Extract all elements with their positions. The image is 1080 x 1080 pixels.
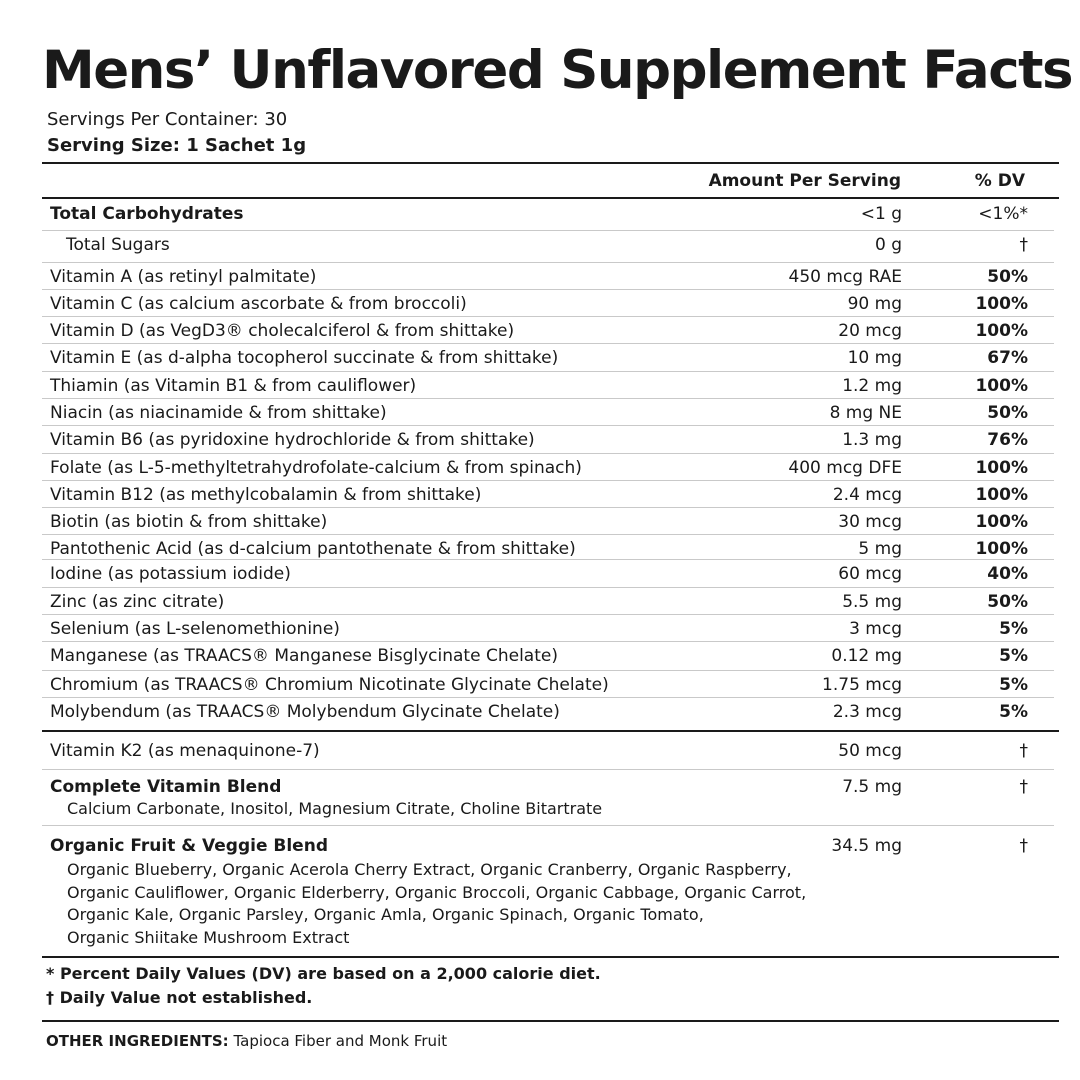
nutrient-name: Biotin (as biotin & from shittake) bbox=[50, 512, 328, 532]
blend-amount: 7.5 mg bbox=[842, 777, 902, 797]
header-top-rule bbox=[42, 162, 1059, 164]
nutrient-dv: 5% bbox=[999, 702, 1028, 722]
nutrient-dv: 40% bbox=[987, 564, 1028, 584]
nutrient-name: Vitamin B12 (as methylcobalamin & from shittake) bbox=[50, 485, 482, 505]
nutrient-amount: 60 mcg bbox=[838, 564, 902, 584]
row-divider bbox=[42, 262, 1054, 263]
section-rule bbox=[42, 730, 1059, 732]
footnote-top-rule bbox=[42, 956, 1059, 958]
amount-per-serving-header: Amount Per Serving bbox=[708, 171, 901, 191]
nutrient-amount: 8 mg NE bbox=[829, 403, 902, 423]
footnote-dagger: † Daily Value not established. bbox=[46, 988, 313, 1007]
nutrient-name: Iodine (as potassium iodide) bbox=[50, 564, 291, 584]
footnote-dv: * Percent Daily Values (DV) are based on a 2,000 calorie diet. bbox=[46, 964, 601, 983]
nutrient-dv: 100% bbox=[975, 458, 1028, 478]
blend-ingredients: Calcium Carbonate, Inositol, Magnesium Citrate, Choline Bitartrate bbox=[67, 799, 603, 818]
nutrient-amount: 2.4 mcg bbox=[832, 485, 902, 505]
row-divider bbox=[42, 425, 1054, 426]
row-divider bbox=[42, 769, 1054, 770]
ingredient-line: Organic Shiitake Mushroom Extract bbox=[67, 927, 350, 947]
row-divider bbox=[42, 480, 1054, 481]
nutrient-name: Vitamin K2 (as menaquinone-7) bbox=[50, 741, 320, 761]
nutrient-dv: † bbox=[1019, 235, 1028, 255]
nutrient-name: Vitamin C (as calcium ascorbate & from broccoli) bbox=[50, 294, 467, 314]
nutrient-name: Vitamin E (as d-alpha tocopherol succinate & from shittake) bbox=[50, 348, 559, 368]
row-divider bbox=[42, 230, 1054, 231]
nutrient-dv: 100% bbox=[975, 294, 1028, 314]
other-ingredients-rule bbox=[42, 1020, 1059, 1022]
nutrient-dv: 50% bbox=[987, 592, 1028, 612]
ingredient-line: Organic Kale, Organic Parsley, Organic Amla, Organic Spinach, Organic Tomato, bbox=[67, 905, 704, 924]
blend-name: Complete Vitamin Blend bbox=[50, 777, 282, 797]
nutrient-name: Niacin (as niacinamide & from shittake) bbox=[50, 403, 387, 423]
nutrient-amount: 5 mg bbox=[858, 539, 902, 559]
blend-amount: 34.5 mg bbox=[831, 836, 902, 856]
nutrient-amount: 1.2 mg bbox=[842, 376, 902, 396]
row-divider bbox=[42, 587, 1054, 588]
row-divider bbox=[42, 343, 1054, 344]
nutrient-amount: <1 g bbox=[860, 204, 902, 224]
nutrient-dv: 50% bbox=[987, 267, 1028, 287]
row-divider bbox=[42, 398, 1054, 399]
nutrient-name: Chromium (as TRAACS® Chromium Nicotinate Glycinate Chelate) bbox=[50, 675, 609, 695]
row-divider bbox=[42, 697, 1054, 698]
row-divider bbox=[42, 289, 1054, 290]
nutrient-name: Vitamin A (as retinyl palmitate) bbox=[50, 267, 317, 287]
nutrient-dv: 100% bbox=[975, 376, 1028, 396]
header-bottom-rule bbox=[42, 197, 1059, 199]
nutrient-amount: 20 mcg bbox=[838, 321, 902, 341]
blend-name: Organic Fruit & Veggie Blend bbox=[50, 836, 328, 856]
nutrient-amount: 2.3 mcg bbox=[832, 702, 902, 722]
nutrient-name: Selenium (as L-selenomethionine) bbox=[50, 619, 340, 639]
nutrient-amount: 450 mcg RAE bbox=[788, 267, 902, 287]
blend-dv: † bbox=[1019, 836, 1028, 856]
nutrient-dv: 76% bbox=[987, 430, 1028, 450]
nutrient-amount: 30 mcg bbox=[838, 512, 902, 532]
nutrient-name: Vitamin D (as VegD3® cholecalciferol & from shittake) bbox=[50, 321, 515, 341]
nutrient-name: Manganese (as TRAACS® Manganese Bisglycinate Chelate) bbox=[50, 646, 558, 666]
ingredient-line: Organic Cauliflower, Organic Elderberry, Organic Broccoli, Organic Cabbage, Organic Carrot, bbox=[67, 882, 807, 902]
nutrient-dv: 100% bbox=[975, 321, 1028, 341]
blend-ingredients bbox=[67, 859, 907, 949]
nutrient-dv: 5% bbox=[999, 646, 1028, 666]
blend-dv: † bbox=[1019, 777, 1028, 797]
row-divider bbox=[42, 534, 1054, 535]
page-title: Mens’ Unflavored Supplement Facts bbox=[42, 40, 1072, 101]
row-divider bbox=[42, 670, 1054, 671]
nutrient-amount: 0 g bbox=[874, 235, 902, 255]
other-ingredients-label: OTHER INGREDIENTS: bbox=[46, 1032, 229, 1050]
nutrient-amount: 0.12 mg bbox=[831, 646, 902, 666]
nutrient-amount: 1.75 mcg bbox=[822, 675, 902, 695]
row-divider bbox=[42, 507, 1054, 508]
nutrient-amount: 90 mg bbox=[847, 294, 902, 314]
nutrient-name: Total Sugars bbox=[66, 235, 170, 255]
nutrient-dv: <1%* bbox=[978, 204, 1028, 224]
row-divider bbox=[42, 453, 1054, 454]
nutrient-dv: 100% bbox=[975, 539, 1028, 559]
nutrient-dv: 50% bbox=[987, 403, 1028, 423]
row-divider bbox=[42, 559, 1054, 560]
row-divider bbox=[42, 371, 1054, 372]
nutrient-amount: 5.5 mg bbox=[842, 592, 902, 612]
dv-header: % DV bbox=[974, 171, 1025, 191]
nutrient-name: Folate (as L-5-methyltetrahydrofolate-calcium & from spinach) bbox=[50, 458, 582, 478]
nutrient-name: Vitamin B6 (as pyridoxine hydrochloride & from shittake) bbox=[50, 430, 535, 450]
nutrient-dv: 100% bbox=[975, 485, 1028, 505]
nutrient-dv: 100% bbox=[975, 512, 1028, 532]
nutrient-amount: 10 mg bbox=[847, 348, 902, 368]
nutrient-amount: 1.3 mg bbox=[842, 430, 902, 450]
servings-per-container: Servings Per Container: 30 bbox=[47, 109, 288, 130]
nutrient-dv: 5% bbox=[999, 619, 1028, 639]
row-divider bbox=[42, 825, 1054, 826]
nutrient-name: Pantothenic Acid (as d-calcium pantothenate & from shittake) bbox=[50, 539, 576, 559]
other-ingredients bbox=[46, 1030, 447, 1052]
other-ingredients-value: Tapioca Fiber and Monk Fruit bbox=[233, 1032, 448, 1050]
nutrient-name: Zinc (as zinc citrate) bbox=[50, 592, 225, 612]
nutrient-dv: 5% bbox=[999, 675, 1028, 695]
nutrient-dv: 67% bbox=[987, 348, 1028, 368]
ingredient-line: Organic Blueberry, Organic Acerola Cherry Extract, Organic Cranberry, Organic Raspberry, bbox=[67, 860, 792, 879]
nutrient-name: Total Carbohydrates bbox=[50, 204, 244, 224]
nutrient-dv: † bbox=[1019, 741, 1028, 761]
nutrient-amount: 50 mcg bbox=[838, 741, 902, 761]
nutrient-name: Thiamin (as Vitamin B1 & from cauliflower) bbox=[50, 376, 417, 396]
row-divider bbox=[42, 316, 1054, 317]
nutrient-amount: 3 mcg bbox=[849, 619, 902, 639]
row-divider bbox=[42, 614, 1054, 615]
nutrient-name: Molybendum (as TRAACS® Molybendum Glycinate Chelate) bbox=[50, 702, 560, 722]
row-divider bbox=[42, 641, 1054, 642]
serving-size: Serving Size: 1 Sachet 1g bbox=[47, 135, 307, 156]
nutrient-amount: 400 mcg DFE bbox=[788, 458, 902, 478]
